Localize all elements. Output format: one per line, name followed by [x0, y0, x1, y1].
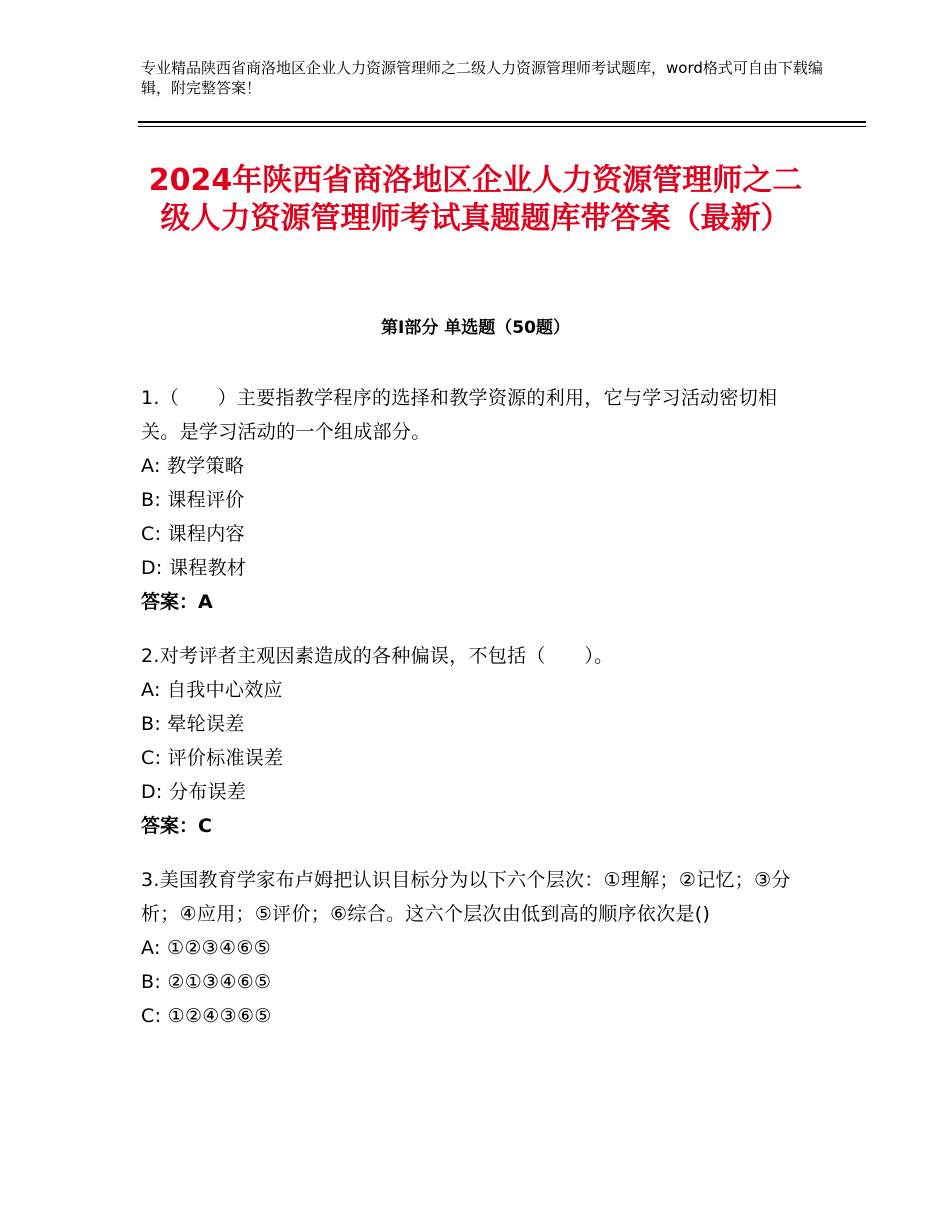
option-d: D: 课程教材 — [141, 557, 247, 579]
header-rule-thin — [138, 126, 866, 127]
option-c: C: 评价标准误差 — [141, 747, 284, 769]
option-b: B: 课程评价 — [141, 489, 245, 511]
question-3 — [141, 863, 801, 1033]
option-c: C: ①②④③⑥⑤ — [141, 1005, 272, 1027]
option-a: A: ①②③④⑥⑤ — [141, 937, 272, 959]
option-a: A: 教学策略 — [141, 455, 245, 477]
question-stem: 2.对考评者主观因素造成的各种偏误，不包括（ ）。 — [141, 645, 614, 667]
section-title: 第Ⅰ部分 单选题（50题） — [381, 318, 570, 338]
header-rule-thick — [138, 121, 866, 123]
option-b: B: 晕轮误差 — [141, 713, 245, 735]
option-a: A: 自我中心效应 — [141, 679, 283, 701]
answer: 答案：A — [141, 591, 213, 613]
option-c: C: 课程内容 — [141, 523, 245, 545]
question-list — [141, 381, 801, 1053]
option-d: D: 分布误差 — [141, 781, 247, 803]
document-title: 2024年陕西省商洛地区企业人力资源管理师之二级人力资源管理师考试真题题库带答案（最新） — [148, 163, 803, 236]
question-1 — [141, 381, 801, 619]
header-note: 专业精品陕西省商洛地区企业人力资源管理师之二级人力资源管理师考试题库，word格式可自由下载编辑，附完整答案！ — [141, 59, 823, 97]
question-stem: 1.（ ）主要指教学程序的选择和教学资源的利用，它与学习活动密切相关。是学习活动的一个组成部分。 — [141, 387, 778, 443]
answer: 答案：C — [141, 815, 212, 837]
question-2 — [141, 639, 801, 843]
question-stem: 3.美国教育学家布卢姆把认识目标分为以下六个层次：①理解；②记忆；③分析；④应用；⑤评价；⑥综合。这六个层次由低到高的顺序依次是() — [141, 869, 791, 925]
option-b: B: ②①③④⑥⑤ — [141, 971, 272, 993]
